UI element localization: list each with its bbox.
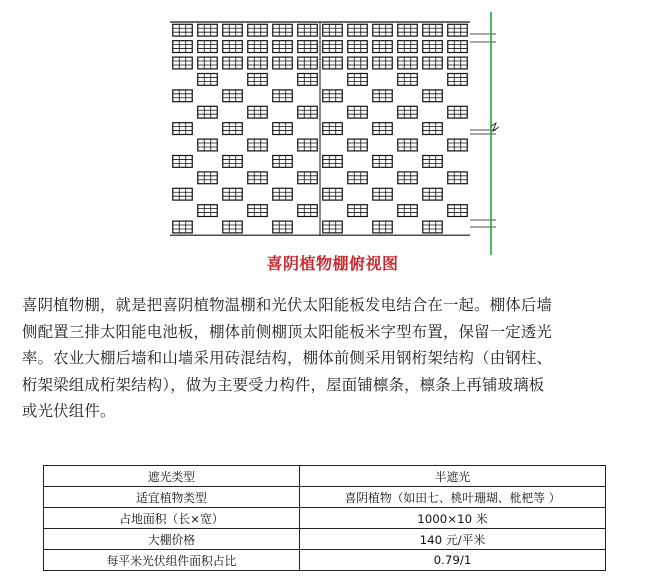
solar-panel <box>348 24 368 36</box>
solar-panel <box>198 24 218 36</box>
solar-panel <box>198 205 218 217</box>
solar-panel <box>348 41 368 53</box>
solar-panel <box>273 188 293 200</box>
solar-panel <box>373 41 393 53</box>
solar-panel <box>173 221 193 233</box>
solar-panel <box>298 172 318 184</box>
solar-panel <box>248 57 268 69</box>
solar-panel <box>398 139 418 151</box>
solar-panel <box>273 155 293 167</box>
solar-panel <box>248 205 268 217</box>
solar-panel <box>223 188 243 200</box>
solar-panel <box>248 106 268 118</box>
solar-panel <box>223 57 243 69</box>
table-header-row <box>44 466 606 487</box>
solar-panel <box>173 41 193 53</box>
solar-panel <box>448 41 468 53</box>
solar-panel <box>423 24 443 36</box>
solar-panel <box>323 57 343 69</box>
table-cell: 140 元/平米 <box>300 529 606 550</box>
solar-panel <box>348 172 368 184</box>
solar-panel <box>348 57 368 69</box>
greenhouse-top-view-diagram <box>168 12 500 255</box>
solar-panel <box>448 139 468 151</box>
table-row <box>44 550 606 571</box>
table-cell: 适宜植物类型 <box>44 487 300 508</box>
solar-panel <box>173 24 193 36</box>
solar-panel <box>323 188 343 200</box>
solar-panel <box>398 73 418 85</box>
solar-panel <box>223 90 243 102</box>
solar-panel <box>248 24 268 36</box>
solar-panel <box>373 24 393 36</box>
solar-panel <box>398 106 418 118</box>
solar-panel <box>223 41 243 53</box>
solar-panel <box>173 188 193 200</box>
solar-panel <box>298 73 318 85</box>
solar-panel <box>273 41 293 53</box>
solar-panel <box>198 57 218 69</box>
table-row <box>44 487 606 508</box>
solar-panel <box>448 172 468 184</box>
table-cell: 大棚价格 <box>44 529 300 550</box>
solar-panel <box>298 139 318 151</box>
solar-panel <box>373 188 393 200</box>
header-cell: 半遮光 <box>300 466 606 487</box>
solar-panel <box>198 41 218 53</box>
solar-panel <box>273 57 293 69</box>
figure-caption: 喜阴植物棚俯视图 <box>266 254 399 273</box>
solar-panel <box>373 90 393 102</box>
solar-panel <box>448 24 468 36</box>
solar-panel <box>373 155 393 167</box>
paragraph-line: 或光伏组件。 <box>22 402 116 420</box>
solar-panel <box>298 106 318 118</box>
solar-panel <box>173 57 193 69</box>
paragraph-line: 侧配置三排太阳能电池板，棚体前侧棚顶太阳能板米字型布置，保留一定透光 <box>22 322 553 341</box>
solar-panel <box>298 205 318 217</box>
solar-panel <box>398 172 418 184</box>
solar-panel <box>273 221 293 233</box>
solar-panel <box>273 123 293 135</box>
solar-panel <box>223 123 243 135</box>
solar-panel <box>373 57 393 69</box>
solar-panel <box>198 172 218 184</box>
solar-panel <box>373 123 393 135</box>
solar-panel <box>348 73 368 85</box>
solar-panel <box>298 41 318 53</box>
solar-panel <box>173 155 193 167</box>
description-paragraph <box>22 292 648 425</box>
solar-panel <box>398 57 418 69</box>
table-cell: 0.79/1 <box>300 550 606 571</box>
paragraph-line: 率。农业大棚后墙和山墙采用砖混结构，棚体前侧采用钢桁架结构（由钢柱、 <box>22 349 553 367</box>
solar-panel <box>448 106 468 118</box>
greenhouse-plan-svg <box>168 12 500 255</box>
solar-panel <box>223 155 243 167</box>
solar-panel <box>298 57 318 69</box>
solar-panel <box>398 24 418 36</box>
solar-panel <box>173 90 193 102</box>
paragraph-line: 喜阴植物棚，就是把喜阴植物温棚和光伏太阳能板发电结合在一起。棚体后墙 <box>22 296 553 314</box>
solar-panel <box>198 139 218 151</box>
header-cell: 遮光类型 <box>44 466 300 487</box>
solar-panel <box>323 155 343 167</box>
solar-panel <box>448 205 468 217</box>
table-cell: 占地面积（长×宽） <box>44 508 300 529</box>
spec-table <box>43 465 606 571</box>
solar-panel <box>273 24 293 36</box>
solar-panel <box>273 90 293 102</box>
solar-panel <box>198 106 218 118</box>
table-row <box>44 508 606 529</box>
solar-panel <box>423 123 443 135</box>
solar-panel <box>248 172 268 184</box>
solar-panel <box>323 221 343 233</box>
solar-panel <box>448 57 468 69</box>
table-cell: 每平米光伏组件面积占比 <box>44 550 300 571</box>
solar-panel <box>248 73 268 85</box>
solar-panel <box>223 24 243 36</box>
solar-panel <box>198 73 218 85</box>
table-cell: 1000×10 米 <box>300 508 606 529</box>
solar-panel <box>398 205 418 217</box>
solar-panel <box>323 24 343 36</box>
solar-panel <box>348 205 368 217</box>
solar-panel <box>423 221 443 233</box>
solar-panel <box>373 221 393 233</box>
table-row <box>44 529 606 550</box>
solar-panel <box>398 41 418 53</box>
solar-panel <box>423 57 443 69</box>
paragraph-line: 桁架梁组成桁架结构），做为主要受力构件，屋面铺檩条，檩条上再铺玻璃板 <box>22 375 545 394</box>
table-cell: 喜阴植物（如田七、桃叶珊瑚、枇杷等 ） <box>300 487 606 508</box>
solar-panel <box>323 123 343 135</box>
solar-panel <box>173 123 193 135</box>
solar-panel <box>298 24 318 36</box>
solar-panel <box>223 221 243 233</box>
solar-panel <box>423 188 443 200</box>
solar-panel <box>423 90 443 102</box>
solar-panel <box>248 139 268 151</box>
solar-panel <box>448 73 468 85</box>
solar-panel <box>423 155 443 167</box>
solar-panel <box>348 139 368 151</box>
solar-panel <box>423 41 443 53</box>
solar-panel <box>323 41 343 53</box>
solar-panel <box>323 90 343 102</box>
solar-panel <box>348 106 368 118</box>
solar-panel <box>248 41 268 53</box>
